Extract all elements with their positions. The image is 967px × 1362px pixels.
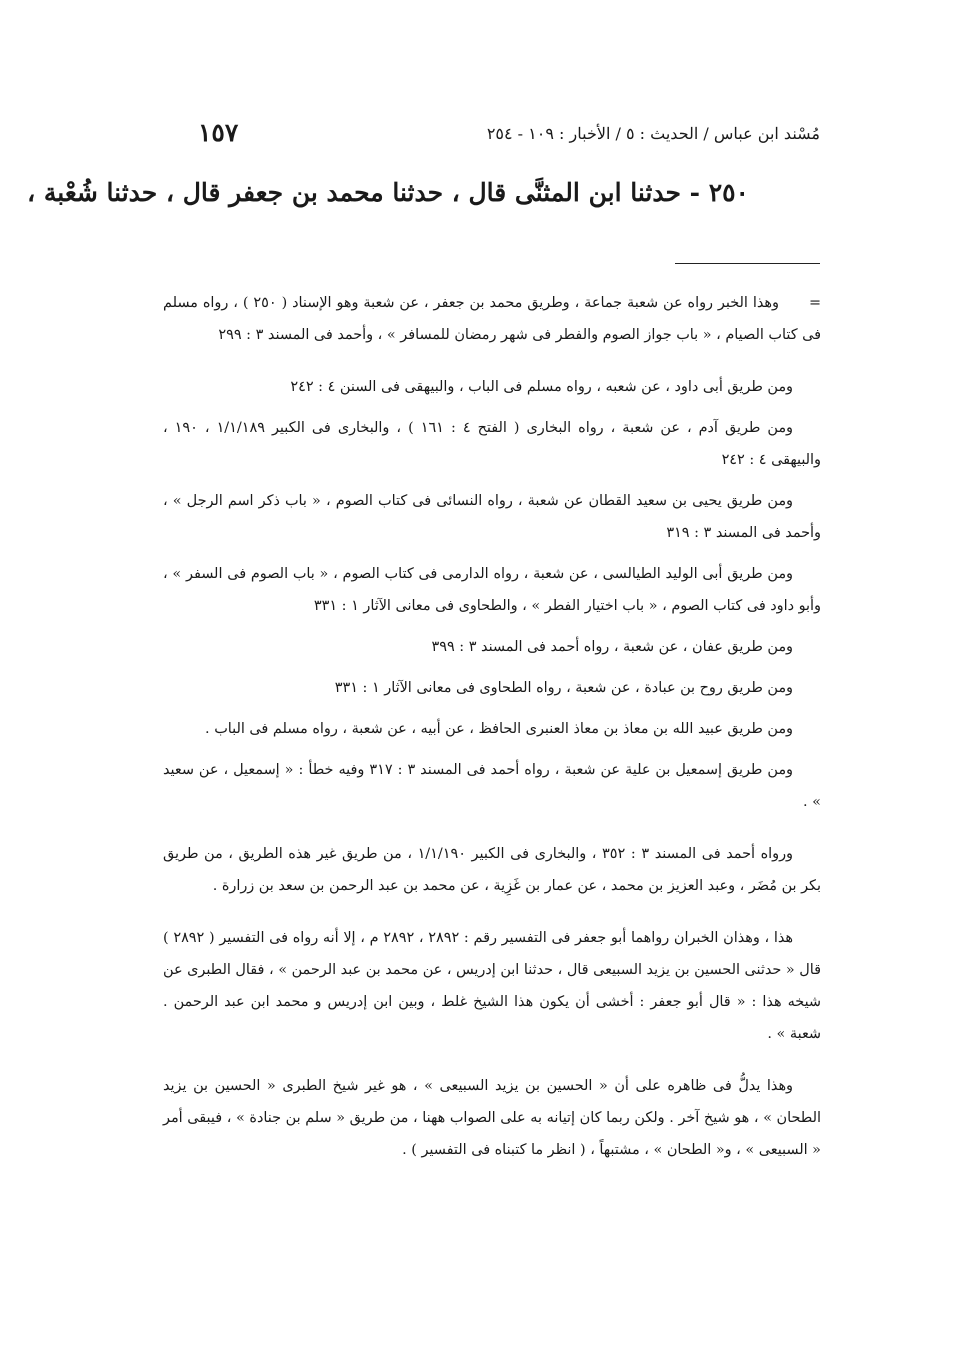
footnote-paragraph: وهذا يدلُّ فى ظاهره على أن « الحسين بن يزيد السبيعى » ، هو غير شيخ الطبرى « الحسين بن يزيد الطحان » ، هو شيخ آخر . ولكن ربما كان إتيانه به على الصواب ههنا ، من طريق « سلم بن جنادة » ، فيبقى أمر « السبيعى » ، و« الطحان » ، مشتبهاً ، ( انظر ما كتبناه فى التفسير ) . bbox=[163, 1078, 821, 1158]
footnote-paragraph: ومن طريق أبى داود ، عن شعبه ، رواه مسلم فى الباب ، والبيهقى فى السنن ٤ : ٢٤٢ bbox=[290, 379, 793, 395]
footnote-paragraph: ورواه أحمد فى المسند ٣ : ٣٥٢ ، والبخارى فى الكبير ١/١/١٩٠ ، من طريق غير هذه الطريق ، من طريق بكر بن مُضَر ، وعبد العزيز بن محمد ، عن عمار بن غَزِية ، عن محمد بن عبد الرحمن بن سعد بن زرارة . bbox=[163, 846, 821, 894]
footnote-paragraph: =وهذا الخبر رواه عن شعبة جماعة ، وطريق محمد بن جعفر ، عن شعبة وهو الإسناد ( ٢٥٠ ) ، رواه مسلم فى كتاب الصيام ، « باب جواز الصوم والفطر فى شهر رمضان للمسافر » ، وأحمد فى المسند ٣ : ٢٩٩ bbox=[163, 287, 821, 351]
footnote-divider bbox=[675, 263, 820, 264]
footnote-paragraph: هذا ، وهذان الخبران رواهما أبو جعفر فى التفسير رقم : ٢٨٩٢ ، ٢٨٩٢ م ، إلا أنه رواه فى التفسير ( ٢٨٩٢ ) قال « حدثنى الحسين بن يزيد السبيعى قال ، حدثنا ابن إدريس ، عن محمد بن عبد الرحمن » ، فقال الطبرى عن شيخه هذا : « قال أبو جعفر : أخشى أن يكون هذا الشيخ غلط ، وبين ابن إدريس و محمد ابن عبد الرحمن . شعبة » . bbox=[163, 930, 821, 1042]
footnotes bbox=[163, 287, 821, 1166]
footnote-paragraph: ومن طريق أبى الوليد الطيالسى ، عن شعبة ، رواه الدارمى فى كتاب الصوم ، « باب الصوم فى السفر » ، وأبو داود فى كتاب الصوم ، « باب اختيار الفطر » ، والطحاوى فى معانى الآثار ١ : ٣٣١ bbox=[163, 566, 821, 614]
page-number: ١٥٧ bbox=[198, 118, 239, 147]
footnote-paragraph: ومن طريق آدم ، عن شعبة ، رواه البخارى ( الفتح ٤ : ١٦١ ) ، والبخارى فى الكبير ١/١/١٨٩ ، ١٩٠ ، والبيهقى ٤ : ٢٤٢ bbox=[163, 420, 821, 468]
footnote-paragraph: ومن طريق روح بن عبادة ، عن شعبة ، رواه الطحاوى فى معانى الآثار ١ : ٣٣١ bbox=[334, 680, 793, 696]
continuation-mark: = bbox=[808, 295, 821, 311]
hadith-heading: ٢٥٠ - حدثنا ابن المثنَّى قال ، حدثنا محمد بن جعفر قال ، حدثنا شُعْبة ، bbox=[27, 178, 749, 207]
page-header bbox=[170, 118, 820, 152]
footnote-paragraph: ومن طريق عفان ، عن شعبة ، رواه أحمد فى المسند ٣ : ٣٩٩ bbox=[431, 639, 793, 655]
footnote-paragraph: ومن طريق عبيد الله بن معاذ بن معاذ العنبرى الحافظ ، عن أبيه ، عن شعبة ، رواه مسلم فى الباب . bbox=[205, 721, 793, 737]
footnote-paragraph: ومن طريق يحيى بن سعيد القطان عن شعبة ، رواه النسائى فى كتاب الصوم ، « باب ذكر اسم الرجل » ، وأحمد فى المسند ٣ : ٣١٩ bbox=[163, 493, 821, 541]
footnote-paragraph: ومن طريق إسمعيل بن علية عن شعبة ، رواه أحمد فى المسند ٣ : ٣١٧ وفيه خطأ : « إسمعيل ، عن سعيد » . bbox=[163, 762, 821, 810]
running-head: مُسْند ابن عباس / الحديث : ٥ / الأخبار : ١٠٩ - ٢٥٤ bbox=[486, 124, 820, 143]
